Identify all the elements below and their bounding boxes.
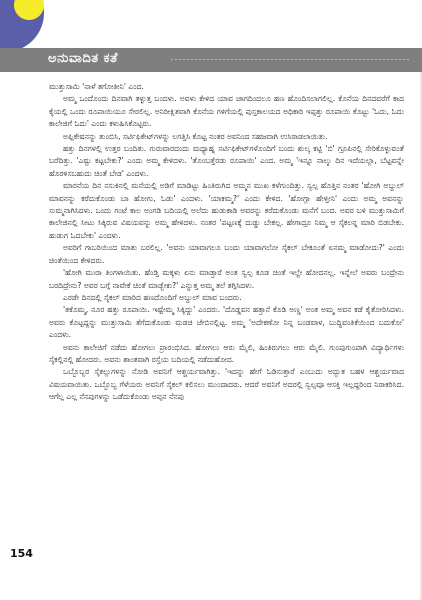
paragraph: ಎರಡೇ ದಿನದಲ್ಲಿ ಸೈಕಲ್ ಮಾರಿದ ಹಣದೊಂದಿಗೆ ಅಬ್ದುಲ್ ಮಾವ ಬಂದರು. xyxy=(63,292,242,302)
paragraph: ಅವರಿಗೆ ಗಾಬರಿಯಿಂದ ಮಾತು ಬರಲಿಲ್ಲ. 'ಅವನು ಯಾವಾಗಲೂ ಬಂದು ಯಾವಾಗಲೋ ಸೈಕಲ್ ಬೇಕೂಂತೆ ಏನಮ್ಮ ಮಾಡೋದು?' ಎಂದು ಚಿಂತೆಯಿಂದ ಕೇಳಿದರು. xyxy=(49,243,404,265)
paragraph: ಮಾರನೆಯ ದಿನ ನಸುಕಿನಲ್ಲಿ ಮನೆಯಲ್ಲಿ ಅಡಿಗೆ ಮಾಡಿಟ್ಟು ಹಿಂತಿರುಗಿದ ಅಮ್ಮನ ಮುಖ ಕಳೆಗುಂದಿತ್ತು. ಸ್ವಲ್ಪ ಹೊತ್ತಿನ ನಂತರ 'ಹೋಗಿ ಅಬ್ದುಲ್ ಮಾವನನ್ನು ಕರೆದುಕೊಂಡು ಬಾ ಹೋಗು, ಓಡು' ಎಂದಳು. 'ಯಾಕಮ್ಮ?' ಎಂದು ಕೇಳಿದ. 'ಹೋಗ್ಲಾ ಹೇಳ್ತೀನಿ' ಎಂದು ಅಮ್ಮ ಅವನನ್ನು ಸುಮ್ಮನಾಗಿಸಿದಳು. ಒಂದು ಗಂಟೆ ಕಾಲ ಅಂಗಡಿ ಬದಿಯಲ್ಲಿ ಅಲೆದು ಹುಡುಕಾಡಿ ಅವರನ್ನು ಕರೆದುಕೊಂಡು ಮನೆಗೆ ಬಂದ. ಅವರ ಬಳಿ ಮುತ್ತುಸಾಮಿಗೆ ಕಾಲೇಜಿನಲ್ಲಿ ಸೀಟು ಸಿಕ್ಕಿರುವ ವಿಷಯವನ್ನು ಅಮ್ಮ ಹೇಳಿದಳು. ನಂತರ 'ಪಟ್ಟಣಕ್ಕೆ ದುಡ್ಡು ಬೇಕಲ್ಲ. ಹೇಗಾದ್ರೂ ನಿಮ್ಮ ಆ ಸೈಕಲನ್ನ ಮಾರಿ ಬಿಡಬೇಕು. ಹುಡುಗ ಓದಬೇಕು' ಎಂದಳು. xyxy=(49,181,404,240)
paragraph: ಅಮ್ಮ ಒಂದೊಂದು ದಿನವಾಗಿ ತಳ್ಳುತ್ತ ಬಂದಳು. ಅವಳು ಕೇಳಿದ ಯಾವ ಜಾಗದಿಂದಲೂ ಹಣ ಹೊಂದಿಸಲಾಗಲಿಲ್ಲ. ಕೊನೆಯ ದಿನದವರೆಗೆ ಕಾದ ಕೈಯಲ್ಲಿ ಒಂದು ರೂಪಾಯಿಯೂ ಸೇರಲಿಲ್ಲ. ಅನಿರೀಕ್ಷಿತವಾಗಿ ಕೊನೆಯ ಗಳಿಗೆಯಲ್ಲಿ ಪುಸ್ತಕಾಲಯದ ಅಧಿಕಾರಿ ಇಪ್ಪತ್ತು ರೂಪಾಯಿ ಕೊಟ್ಟು 'ಓದು, ಓದು ಕಾಲೇಜಿಗೆ ಓದು' ಎಂದು ಕಳುಹಿಸಿಕೊಟ್ಟರು. xyxy=(49,94,404,129)
paragraph: ಅಪ್ಲಿಕೇಷನನ್ನು ತುಂಬಿಸಿ, ಸರ್ಟಿಫಿಕೇಟ್‌ಗಳನ್ನು ಲಗತ್ತಿಸಿ ಕೊಟ್ಟ ನಂತರ ಅವನಿಂದ ಸಹಜವಾಗಿ ಉಸಿರಾಡಲಾಯಿತು. xyxy=(63,131,328,141)
paragraph: ಅವನು ಕಾಲೇಜಿಗೆ ನಡೆದು ಹೋಗಲು ಪ್ರಾರಂಭಿಸಿದ. ಹೋಗಲು ಆರು ಮೈಲಿ, ಹಿಂತಿರುಗಲು ಆರು ಮೈಲಿ. ಗುಂಪುಗುಂಪಾಗಿ ವಿದ್ಯಾರ್ಥಿಗಳು ಸೈಕಲ್ಲಿನಲ್ಲಿ ಹೋದರು. ಅವನು ಶಾಂತವಾಗಿ ರಸ್ತೆಯ ಬದಿಯಲ್ಲಿ ನಡೆದುಹೋದ. xyxy=(49,342,404,364)
page-number: 154 xyxy=(10,547,33,560)
paragraph: ಮುತ್ತುಸಾಮಿ 'ನಾಳೆ ತಗೋತೀನಿ' ಎಂದ. xyxy=(49,82,144,91)
section-title: ಅನುವಾದಿತ ಕತೆ xyxy=(48,51,118,66)
header-dotted-divider xyxy=(170,58,410,60)
paragraph: 'ತಕೊಮ್ಮ, ನೂರ ಹತ್ತು ರೂಪಾಯಿ. ಇಷ್ಟೇಮ್ಮ ಸಿಕ್ಕಿದ್ದು' ಎಂದರು. 'ದೊಡ್ಡವನ ಹತ್ತಾನೆ ಕೊಡಿ ಅಣ್ಣ' ಅಂತ ಅಮ್ಮ ಅವನ ಕಡೆ ಕೈತೋರಿಸಿದಳು. ಅವರು ಕೊಟ್ಟದ್ದನ್ನು ಮುತ್ತುಸಾಮಿ ತೆಗೆದುಕೊಂಡು ಮಡಚಿ ಜೇಬಿನಲ್ಲಿಟ್ಟ. ಅಮ್ಮ 'ಅದೇಕಣೋ ನಿನ್ನ ಬಂಡವಾಳ, ಬುದ್ಧಿವಂತಿಕೆಯಿಂದ ಬದುಕೋ' ಎಂದಳು. xyxy=(49,305,404,340)
paragraph: ಹತ್ತು ದಿನಗಳಲ್ಲಿ ಉತ್ತರ ಬಂದಿತು. ಗುರುವಾರದಂದು ಮಧ್ಯಾಹ್ನ ಸರ್ಟಿಫಿಕೇಟ್‌ಗಳೊಂದಿಗೆ ಬಂದು ಶುಲ್ಕ ಕಟ್ಟಿ 'ಬಿ' ಗ್ರೂಪಿನಲ್ಲಿ ಸೇರಿಕೊಳ್ಳುವಂತೆ ಬರೆದಿತ್ತು. 'ಎಷ್ಟು ಕಟ್ಟಬೇಕು?' ಎಂದು ಅಮ್ಮ ಕೇಳಿದಳು. 'ತೊಂಬತ್ತೆರಡು ರೂಪಾಯಿ' ಎಂದ. ಅಮ್ಮ 'ಇನ್ನೂ ನಾಲ್ಕು ದಿನ ಇದೆಯಲ್ಲಾ, ಬೆಟ್ಟವನ್ನೇ ಹೊರಳಿಸಬಹುದು ಚಿಂತೆ ಬೇಡ' ಎಂದಳು. xyxy=(49,144,404,178)
paragraph: 'ಹೋಗಿ ಮುರಾ ತಿಂಗಳಾಯಿತು. ಹೆಂಡ್ತಿ ಮಕ್ಕಳು ಏನು ಮಾಡ್ತಾರೆ ಅಂತ ಸ್ವಲ್ಪ ಕೂಡ ಚಿಂತೆ ಇಲ್ದೇ ಹೋದನಲ್ಲ. ಇನ್ನೇಲೆ ಅವರು ಬಂದ್ರೇನು ಬರದಿದ್ರೇನು? ಅವರ ಬಗ್ಗೆ ನಾವೇಕೆ ಚಿಂತೆ ಮಾಡ್ಬೇಕು?' ಎನ್ನುತ್ತ ಅಮ್ಮ ತಲೆ ತಗ್ಗಿಸಿದಳು. xyxy=(49,268,404,290)
paragraph: ಒಬ್ಬೊಬ್ಬರ ಸೈಕಲ್ಲುಗಳನ್ನು ನೋಡಿ ಅವನಿಗೆ ಆಶ್ಚರ್ಯವಾಗಿತ್ತು. 'ಇದನ್ನು ಹೇಗೆ ಓಡಿಸುತ್ತಾರೆ ಎಂಬುದು ಅದ್ಭುತ ಬಹಳ ಆಶ್ಚರ್ಯವಾದ ವಿಷಯವಾಯಿತು. ಒಬ್ಬೊಬ್ಬ ಗೆಳೆಯರು ಅವನಿಗೆ ಸೈಕಲ್ ಕಲಿಸಲು ಮುಂದಾದರು. ಆದರೆ ಅವನಿಗೆ ಅದರಲ್ಲಿ ಸ್ವಲ್ಪವೂ ಆಸಕ್ತಿ ಇಲ್ಲದ್ದರಿಂದ ನಿರಾಕರಿಸಿದ. ಆಗೆಲ್ಲ ಎಲ್ಲ ನೆನಪುಗಳನ್ನು ಒಡೆದುಕೊಂಡು ಅಪ್ಪನ ನೆನಪು xyxy=(49,367,404,402)
story-body xyxy=(49,81,404,404)
